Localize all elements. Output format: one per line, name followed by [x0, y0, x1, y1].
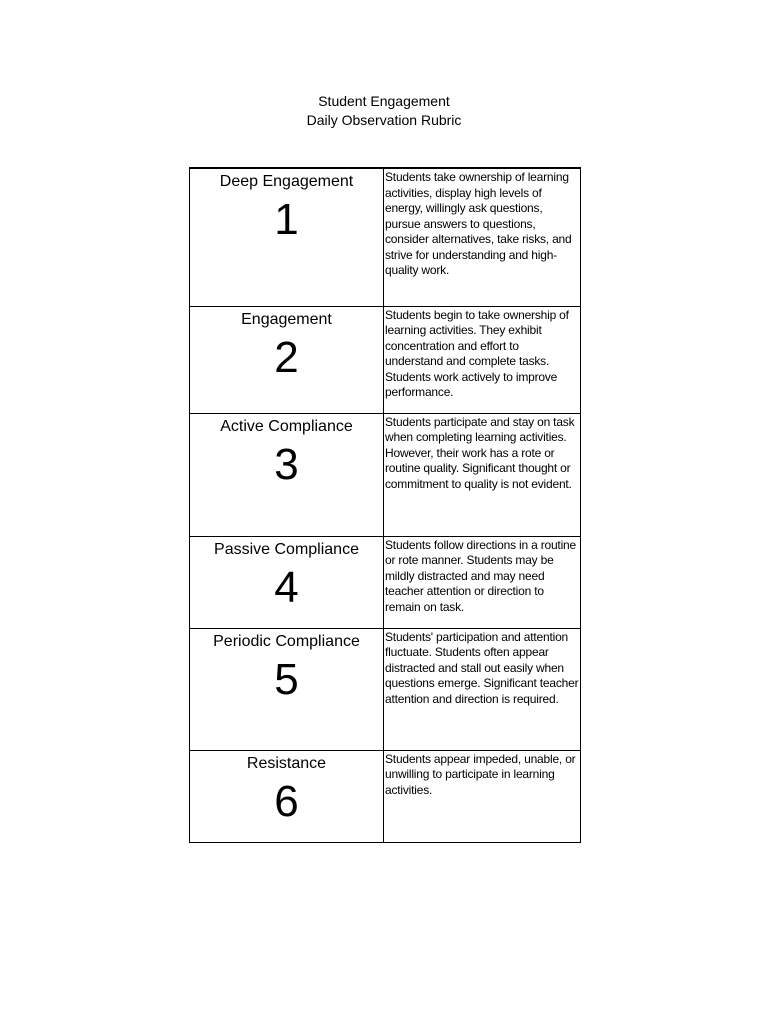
level-number: 1: [274, 195, 299, 244]
rubric-row-deep-engagement: [190, 168, 581, 306]
level-number: 6: [274, 776, 299, 826]
level-description: Students follow directions in a routine or rote manner. Students may be mildly distracted and may need teacher attention or direction to remain on task.: [385, 537, 576, 614]
level-name: Periodic Compliance: [213, 632, 360, 650]
description-cell: [384, 628, 581, 750]
description-cell: [384, 750, 581, 842]
level-name: Engagement: [241, 310, 332, 328]
level-name: Resistance: [246, 754, 327, 772]
level-number: 5: [274, 654, 299, 704]
level-description: Students appear impeded, unable, or unwilling to participate in learning activities.: [385, 751, 576, 797]
rubric-table: [189, 167, 581, 843]
level-name: Active Compliance: [220, 417, 353, 435]
rubric-row-engagement: [190, 306, 581, 413]
rubric-row-passive-compliance: [190, 536, 581, 628]
level-number: 2: [274, 332, 299, 382]
level-cell: [190, 306, 384, 413]
level-cell: [190, 750, 384, 842]
level-cell: [190, 628, 384, 750]
level-name: Passive Compliance: [214, 540, 359, 558]
description-cell: [384, 306, 581, 413]
document-subtitle: Daily Observation Rubric: [306, 112, 462, 128]
document-title-block: [0, 92, 768, 130]
description-cell: [384, 536, 581, 628]
level-cell: [190, 413, 384, 536]
level-description: Students begin to take ownership of learning activities. They exhibit concentration and effort to understand and complete tasks. Students work actively to improve performance.: [385, 307, 569, 399]
level-number: 4: [274, 562, 299, 612]
description-cell: [384, 413, 581, 536]
rubric-row-active-compliance: [190, 413, 581, 536]
level-description: Students' participation and attention fluctuate. Students often appear distracted and stall out easily when questions emerge. Significant teacher attention and direction is required.: [385, 629, 579, 706]
document-title: Student Engagement: [318, 93, 450, 109]
level-cell: [190, 168, 384, 306]
description-cell: [384, 168, 581, 306]
level-number: 3: [274, 439, 299, 489]
level-description: Students participate and stay on task when completing learning activities. However, their work has a rote or routine quality. Significant thought or commitment to quality is not evident.: [385, 414, 575, 491]
level-name: Deep Engagement: [219, 173, 354, 190]
level-description: Students take ownership of learning activities, display high levels of energy, willingly ask questions, pursue answers to questions, consider alternatives, take risks, and strive for understanding and high-quality work.: [385, 170, 572, 277]
level-cell: [190, 536, 384, 628]
rubric-row-resistance: [190, 750, 581, 842]
rubric-row-periodic-compliance: [190, 628, 581, 750]
